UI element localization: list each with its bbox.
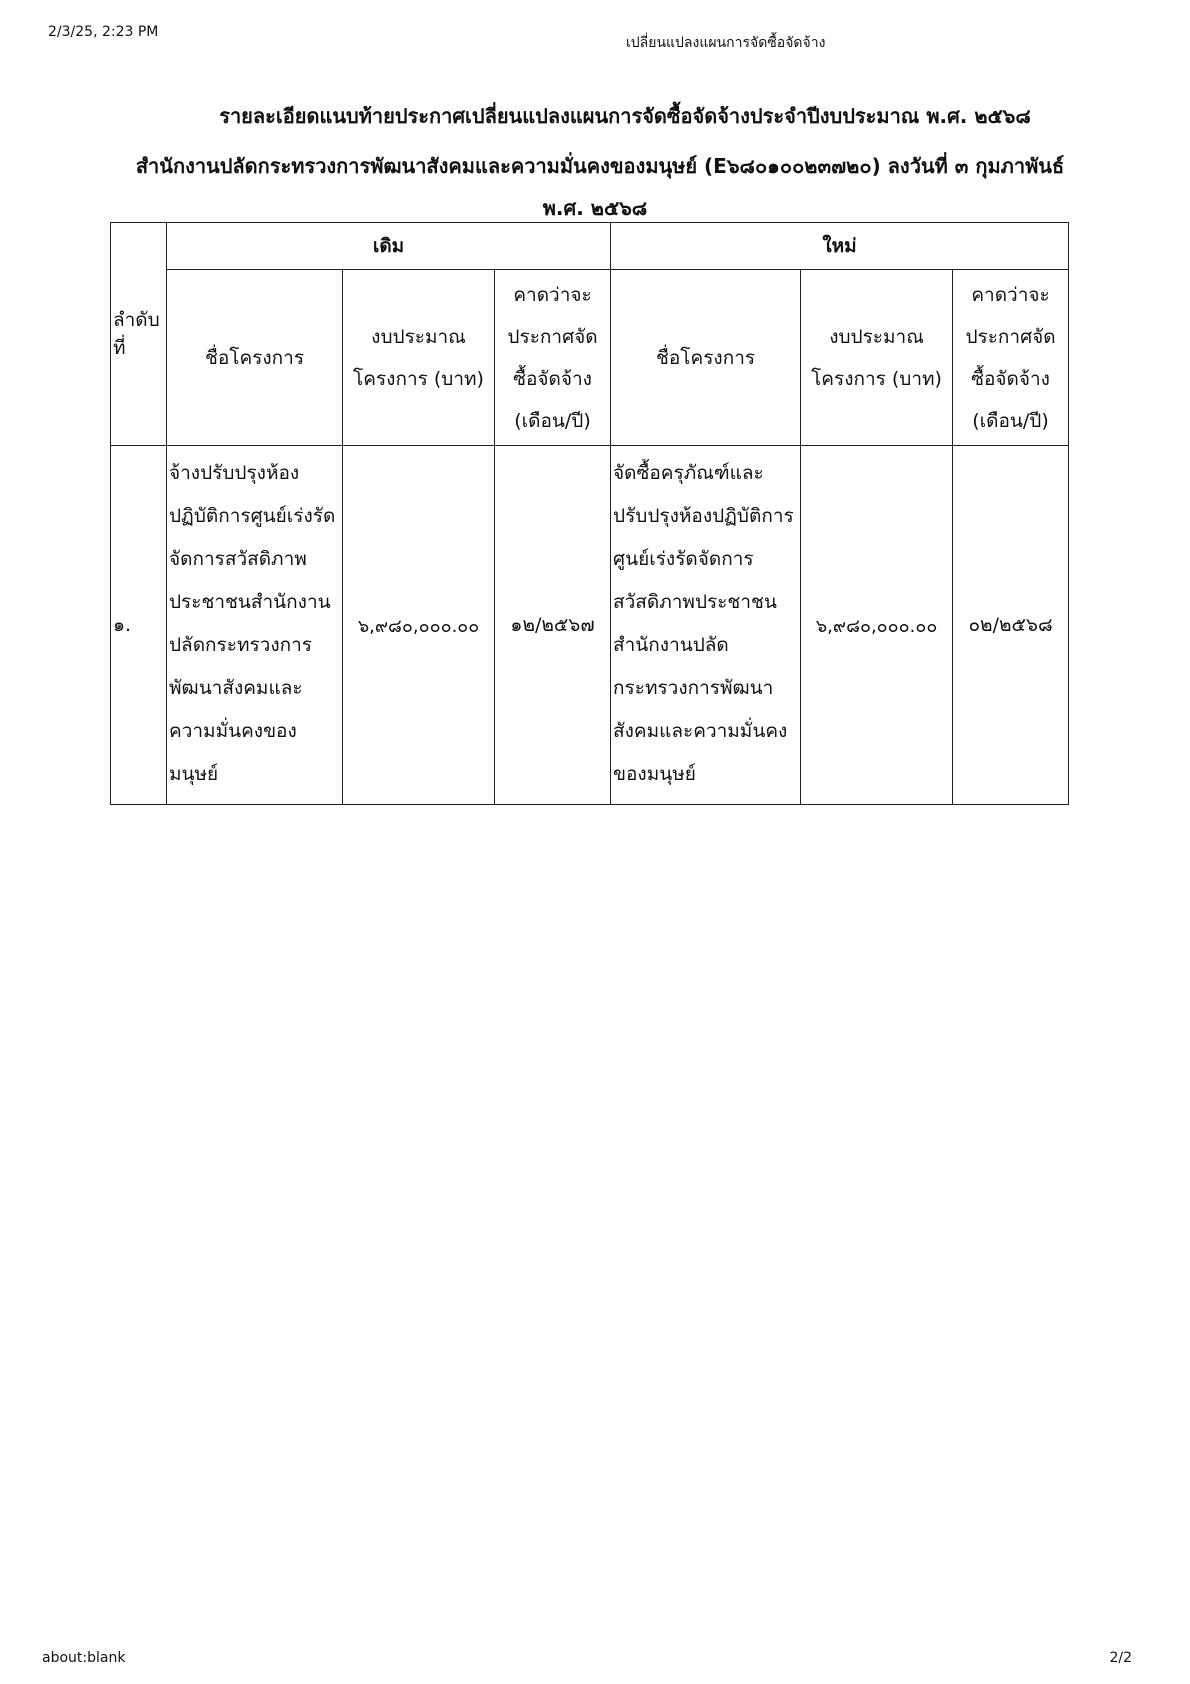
procurement-plan-table — [110, 222, 1069, 805]
print-datetime: 2/3/25, 2:23 PM — [48, 24, 159, 40]
document-title-line-2: สำนักงานปลัดกระทรวงการพัฒนาสังคมและความมั่นคงของมนุษย์ (E๖๘๐๑๐๐๒๓๗๒๐) ลงวันที่ ๓ กุมภาพันธ์ — [135, 154, 1065, 178]
print-footer-url: about:blank — [42, 1650, 126, 1666]
header-orig-month: คาดว่าจะประกาศจัดซื้อจัดจ้าง (เดือน/ปี) — [495, 270, 611, 446]
document-title-line-3: พ.ศ. ๒๕๖๘ — [542, 196, 648, 220]
cell-orig-project: จ้างปรับปรุงห้องปฏิบัติการศูนย์เร่งรัดจัดการสวัสดิภาพประชาชนสำนักงานปลัดกระทรวงการพัฒนาสังคมและความมั่นคงของมนุษย์ — [167, 446, 343, 805]
table-row — [111, 446, 1069, 805]
table-column-header-row — [111, 270, 1069, 446]
table-group-header-row — [111, 223, 1069, 270]
header-orig-project: ชื่อโครงการ — [167, 270, 343, 446]
print-footer-page-number: 2/2 — [1109, 1650, 1132, 1666]
cell-new-project: จัดซื้อครุภัณฑ์และปรับปรุงห้องปฏิบัติการศูนย์เร่งรัดจัดการสวัสดิภาพประชาชนสำนักงานปลัดกระทรวงการพัฒนาสังคมและความมั่นคงของมนุษย์ — [611, 446, 801, 805]
print-header — [48, 22, 1142, 52]
print-page-title: เปลี่ยนแปลงแผนการจัดซื้อจัดจ้าง — [626, 35, 826, 51]
cell-new-month: ๐๒/๒๕๖๘ — [953, 446, 1069, 805]
cell-orig-month: ๑๒/๒๕๖๗ — [495, 446, 611, 805]
header-group-original: เดิม — [167, 223, 611, 270]
cell-orig-budget: ๖,๙๘๐,๐๐๐.๐๐ — [343, 446, 495, 805]
cell-sequence-no: ๑. — [111, 446, 167, 805]
header-orig-budget: งบประมาณโครงการ (บาท) — [343, 270, 495, 446]
header-new-project: ชื่อโครงการ — [611, 270, 801, 446]
header-new-budget: งบประมาณโครงการ (บาท) — [801, 270, 953, 446]
cell-new-budget: ๖,๙๘๐,๐๐๐.๐๐ — [801, 446, 953, 805]
header-new-month: คาดว่าจะประกาศจัดซื้อจัดจ้าง (เดือน/ปี) — [953, 270, 1069, 446]
header-group-new: ใหม่ — [611, 223, 1069, 270]
document-title-line-1: รายละเอียดแนบท้ายประกาศเปลี่ยนแปลงแผนการจัดซื้อจัดจ้างประจำปีงบประมาณ พ.ศ. ๒๕๖๘ — [219, 104, 1031, 128]
header-sequence-no: ลำดับที่ — [111, 223, 167, 446]
